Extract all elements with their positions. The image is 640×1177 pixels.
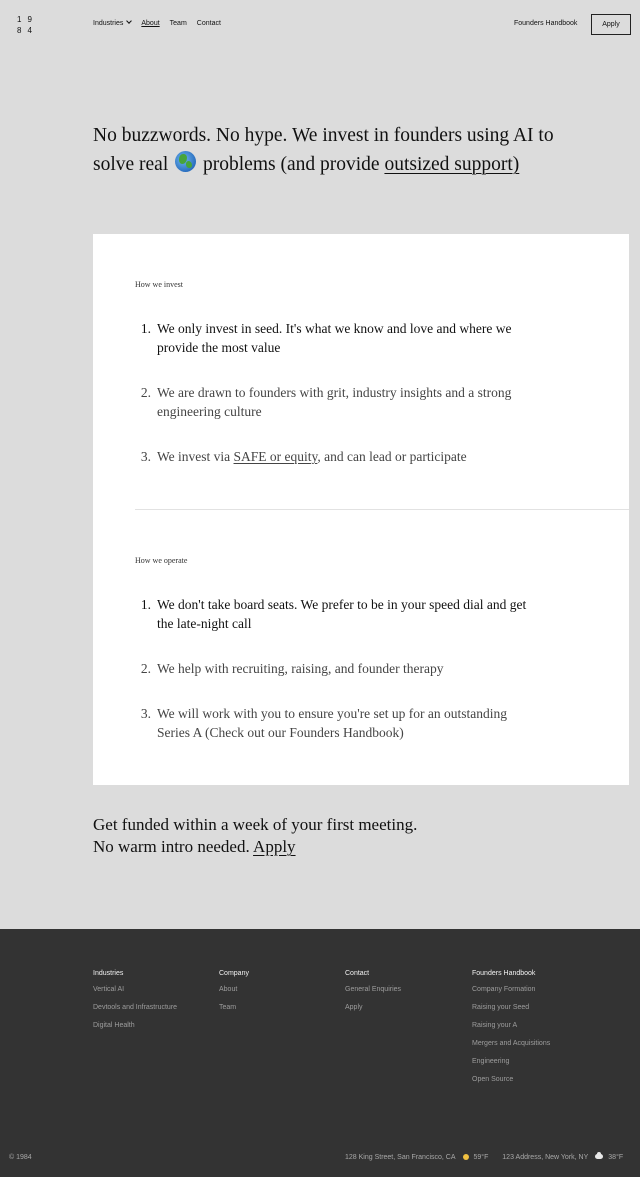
list-item-text-pre: We invest via (157, 449, 234, 464)
footer-link-general-enquiries[interactable]: General Enquiries (345, 986, 402, 993)
list-item-number: 2. (140, 385, 151, 400)
footer-column-heading: Founders Handbook (472, 970, 536, 977)
office-locations (345, 1154, 623, 1161)
footer-link-company-formation[interactable]: Company Formation (472, 986, 536, 993)
footer-link-mergers[interactable]: Mergers and Acquisitions (472, 1040, 551, 1047)
footer-link-raising-seed[interactable]: Raising your Seed (472, 1004, 530, 1011)
list-item (135, 595, 535, 633)
list-item (135, 704, 535, 742)
footer-link-apply[interactable]: Apply (345, 1004, 363, 1011)
section-divider (135, 509, 629, 510)
cta-line-2: No warm intro needed. (93, 837, 250, 856)
list-item-number: 1. (140, 321, 151, 336)
footer-link-digital-health[interactable]: Digital Health (93, 1022, 135, 1029)
footer-link-vertical-ai[interactable]: Vertical AI (93, 986, 125, 993)
footer-column-industries (93, 970, 177, 1040)
list-item-number: 2. (140, 661, 151, 676)
apply-button[interactable]: Apply (591, 14, 631, 35)
list-item-text (157, 447, 535, 466)
cloud-icon (595, 1154, 603, 1159)
footer-column-handbook (472, 970, 550, 1094)
hero-text-part-1: No buzzwords. No hype. We invest in founders using AI to solve real (93, 125, 554, 175)
footer-link-open-source[interactable]: Open Source (472, 1076, 514, 1083)
list-item (135, 447, 535, 466)
list-item-text: We will work with you to ensure you're set up for an outstanding Series A (Check out our Founders Handbook) (157, 706, 508, 740)
nav-contact[interactable]: Contact (196, 20, 221, 27)
footer-link-team[interactable]: Team (219, 1004, 237, 1011)
nav-about[interactable]: About (141, 20, 160, 27)
footer-link-engineering[interactable]: Engineering (472, 1058, 510, 1065)
copyright: © 1984 (9, 1154, 32, 1161)
nav-industries[interactable] (93, 20, 131, 27)
sf-address: 128 King Street, San Francisco, CA (345, 1154, 456, 1161)
list-item-text: We don't take board seats. We prefer to be in your speed dial and get the late-night call (157, 597, 527, 631)
footer (0, 929, 640, 1177)
list-item (135, 383, 535, 421)
ny-address: 123 Address, New York, NY (502, 1154, 589, 1161)
cta-apply-link[interactable]: Apply (253, 837, 296, 856)
hero-heading (93, 121, 573, 179)
hero-text-part-2: problems (and provide (203, 154, 380, 175)
ny-temperature: 38°F (608, 1154, 624, 1161)
founders-handbook-link[interactable]: Founders Handbook (514, 20, 578, 27)
chevron-down-icon (127, 18, 133, 24)
footer-link-about[interactable]: About (219, 986, 238, 993)
list-item-number: 3. (140, 449, 151, 464)
principles-card (93, 234, 629, 785)
cta-line-1: Get funded within a week of your first meeting. (93, 815, 418, 834)
footer-link-raising-a[interactable]: Raising your A (472, 1022, 518, 1029)
logo[interactable] (17, 14, 37, 36)
outsized-support-link[interactable]: outsized support) (384, 154, 520, 175)
list-item-text: We are drawn to founders with grit, industry insights and a strong engineering culture (157, 385, 512, 419)
nav-industries-label: Industries (93, 20, 124, 27)
list-item (135, 319, 535, 357)
footer-link-devtools[interactable]: Devtools and Infrastructure (93, 1004, 178, 1011)
list-item-text: We help with recruiting, raising, and founder therapy (157, 661, 444, 676)
how-we-invest-label: How we invest (135, 280, 183, 289)
footer-column-contact (345, 970, 401, 1022)
sun-icon (463, 1154, 469, 1160)
logo-line-1: 19 (17, 15, 38, 24)
list-item-number: 3. (140, 706, 151, 721)
footer-column-heading: Company (219, 970, 249, 977)
funding-cta (93, 814, 533, 858)
nav-team[interactable]: Team (169, 20, 187, 27)
globe-icon (175, 151, 196, 172)
list-item-number: 1. (140, 597, 151, 612)
footer-column-heading: Contact (345, 970, 370, 977)
main-nav (93, 20, 221, 27)
sf-temperature: 59°F (473, 1154, 489, 1161)
list-item (135, 659, 535, 678)
logo-line-2: 84 (17, 26, 38, 35)
footer-column-heading: Industries (93, 970, 124, 977)
how-we-operate-label: How we operate (135, 556, 188, 565)
list-item-text: We only invest in seed. It's what we know and love and where we provide the most value (157, 321, 512, 355)
footer-column-company (219, 970, 249, 1022)
safe-or-equity-link[interactable]: SAFE or equity (233, 449, 318, 464)
cta-line-2-wrap (93, 836, 533, 858)
list-item-text-post: , and can lead or participate (317, 449, 467, 464)
